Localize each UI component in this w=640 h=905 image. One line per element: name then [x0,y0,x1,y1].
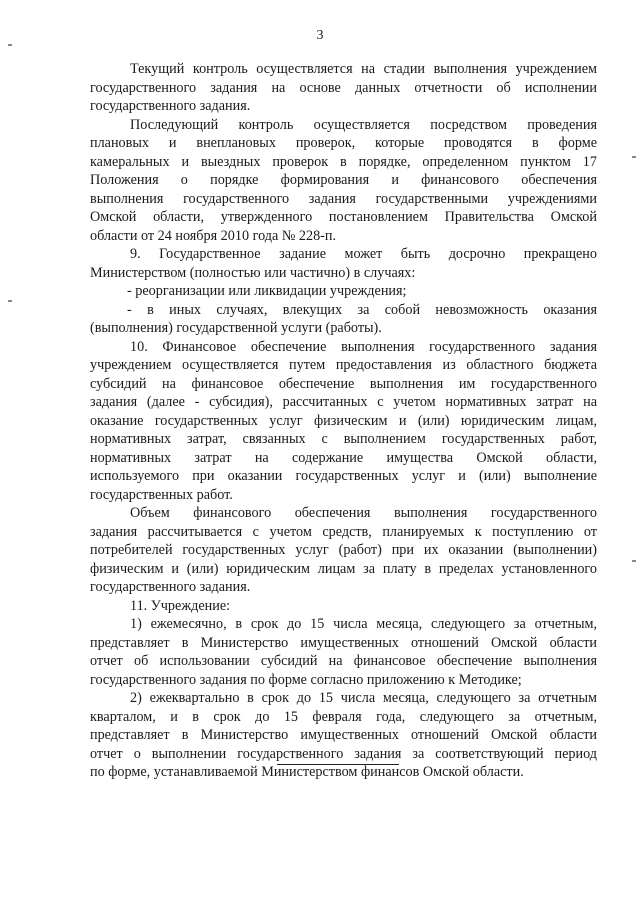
scan-mark [632,560,636,562]
text-line: государственного задания. [90,98,251,114]
paragraph-current-control [90,60,597,116]
text-line: 9. Государственное задание может быть досрочно прекращено [130,246,597,262]
paragraph-item-11-2 [90,689,597,782]
text-line: оказание государственных услуг физическим и (или) юридическим лицам, [90,412,597,429]
paragraph-subsequent-control [90,116,597,246]
text-line: используемого при оказании государственных услуг и (или) выполнение [90,468,597,484]
text-line: нормативных затрат, связанных с выполнением государственных работ, [90,431,597,447]
text-line: Последующий контроль осуществляется посредством проведения [130,116,597,133]
paragraph-item-11-1 [90,615,597,689]
text-line: представляет в Министерство имущественных отношений Омской области [90,634,597,651]
end-separator-line [277,764,399,765]
text-line: учреждением осуществляется путем предоставления из областного бюджета [90,357,597,373]
scan-mark [632,156,636,158]
text-line: потребителей государственных услуг (работ) при их оказании (выполнении) [90,542,597,558]
text-line: представляет в Министерство имущественных отношений Омской области [90,727,597,743]
paragraph-item-11 [90,597,597,616]
paragraph-item-10 [90,338,597,505]
text-line: субсидий на финансовое обеспечение выполнения им государственного [90,375,597,392]
paragraph-funding-volume [90,504,597,597]
text-line: физическим и (или) юридическим лицам за плату в пределах установленного [90,560,597,577]
text-line: государственного задания на основе данных отчетности об исполнении [90,79,597,96]
text-line: государственных работ. [90,486,233,503]
text-line: задания рассчитывается с учетом средств, планируемых к поступлению от [90,523,597,540]
text-line: нормативных затрат на содержание имущества Омской области, [90,449,597,466]
text-line: отчет о выполнении государственного задания за соответствующий период [90,745,597,762]
text-line: - реорганизации или ликвидации учреждения; [127,283,407,299]
scan-mark [8,44,12,46]
text-line: задания (далее - субсидия), рассчитанных с учетом нормативных затрат на [90,394,597,410]
text-line: плановых и внеплановых проверок, которые проводятся в форме [90,135,597,151]
text-line: кварталом, и в срок до 15 февраля года, следующего за отчетным, [90,708,597,725]
text-line: государственного задания по форме согласно приложению к Методике; [90,671,522,688]
text-line: 1) ежемесячно, в срок до 15 числа месяца, следующего за отчетным, [130,616,597,632]
text-line: 11. Учреждение: [130,597,231,614]
text-line: выполнения государственного задания государственными учреждениями [90,190,597,207]
text-line: Объем финансового обеспечения выполнения государственного [130,505,597,521]
paragraph-bullet-other-cases [90,301,597,338]
text-line: Положения о порядке формирования и финансового обеспечения [90,172,597,188]
text-line: области от 24 ноября 2010 года № 228-п. [90,227,337,244]
scan-mark [8,300,12,302]
page-number: 3 [316,28,324,43]
text-line: Министерством (полностью или частично) в случаях: [90,264,416,281]
text-line: (выполнения) государственной услуги (работы). [90,320,382,336]
text-line: государственного задания. [90,579,251,595]
paragraph-bullet-reorganization [90,282,597,301]
text-line: камеральных и выездных проверок в порядке, определенном пунктом 17 [90,153,597,170]
document-body [90,60,597,782]
text-line: отчет об использовании субсидий на финансовое обеспечение выполнения [90,653,597,669]
text-line: по форме, устанавливаемой Министерством финансов Омской области. [90,764,524,780]
text-line: 2) ежеквартально в срок до 15 числа месяца, следующего за отчетным [130,690,597,706]
paragraph-item-9 [90,245,597,282]
text-line: - в иных случаях, влекущих за собой невозможность оказания [127,301,597,318]
text-line: Омской области, утвержденного постановлением Правительства Омской [90,209,597,225]
text-line: Текущий контроль осуществляется на стадии выполнения учреждением [130,61,597,77]
text-line: 10. Финансовое обеспечение выполнения государственного задания [130,338,597,355]
